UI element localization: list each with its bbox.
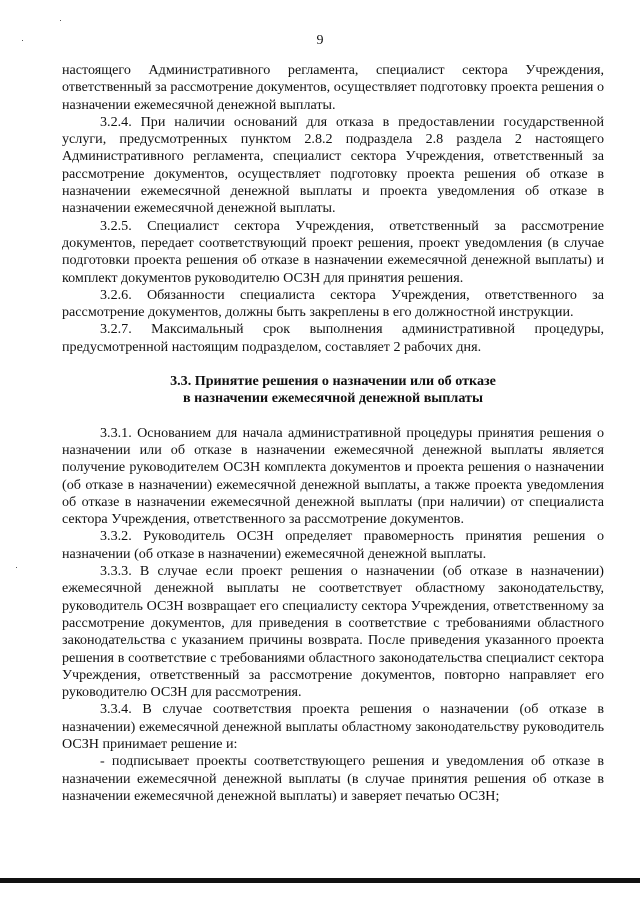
paragraph-3-2-6: 3.2.6. Обязанности специалиста сектора Учреждения, ответственного за рассмотрение документов, должны быть закреплены в его должностной инструкции.	[62, 286, 604, 321]
paragraph-3-2-5: 3.2.5. Специалист сектора Учреждения, ответственный за рассмотрение документов, передает соответствующий проект решения, проект уведомления (в случае подготовки проекта решения об отказе в назначении ежемесячной денежной выплаты) и комплект документов руководителю ОСЗН для принятия решения.	[62, 217, 604, 286]
section-heading	[62, 373, 604, 408]
scan-mark-top	[60, 20, 61, 21]
list-item-sign: - подписывает проекты соответствующего решения и уведомления об отказе в назначении ежемесячной денежной выплаты (в случае принятия решения об отказе в назначении ежемесячной денежной выплаты) и заверяет печатью ОСЗН;	[62, 753, 604, 804]
scan-mark-left-mid	[16, 567, 17, 568]
paragraph-3-2-4: 3.2.4. При наличии оснований для отказа в предоставлении государственной услуги, предусмотренных пунктом 2.8.2 подраздела 2.8 раздела 2 настоящего Административного регламента, специалист сектора Учреждения, ответственный за рассмотрение документов, осуществляет подготовку проекта решения об отказе в назначении ежемесячной денежной выплаты и проекта уведомления об отказе в назначении ежемесячной денежной выплаты.	[62, 113, 604, 217]
paragraph-3-3-3: 3.3.3. В случае если проект решения о назначении (об отказе в назначении) ежемесячной денежной выплаты не соответствует областному законодательству, руководитель ОСЗН возвращает его специалисту сектора Учреждения, ответственному за рассмотрение документов, для приведения в соответствие с требованиями областного законодательства с указанием причины возврата. После приведения указанного проекта решения в соответствие с требованиями областного законодательства специалист сектора Учреждения, ответственный за рассмотрение документов, повторно направляет его руководителю ОСЗН для рассмотрения.	[62, 563, 604, 701]
scan-bottom-border	[0, 878, 640, 883]
page-number: 9	[316, 33, 324, 48]
paragraph-3-3-1: 3.3.1. Основанием для начала административной процедуры принятия решения о назначении или об отказе в назначении ежемесячной денежной выплаты является получение руководителем ОСЗН комплекта документов и проекта решения о назначении (об отказе в назначении) ежемесячной денежной выплаты, а также проекта уведомления об отказе в назначении ежемесячной денежной выплаты (при наличии) от специалиста сектора Учреждения, ответственного за рассмотрение документов.	[62, 424, 604, 528]
document-body	[62, 62, 604, 805]
section-heading-line1: 3.3. Принятие решения о назначении или об отказе	[170, 373, 496, 390]
paragraph-3-2-7: 3.2.7. Максимальный срок выполнения административной процедуры, предусмотренной настоящим подразделом, составляет 2 рабочих дня.	[62, 321, 604, 355]
section-heading-line2: в назначении ежемесячной денежной выплаты	[183, 390, 483, 407]
paragraph-continuation: настоящего Административного регламента, специалист сектора Учреждения, ответственный за рассмотрение документов, осуществляет подготовку проекта решения о назначении ежемесячной денежной выплаты.	[62, 62, 604, 113]
paragraph-3-3-4: 3.3.4. В случае соответствия проекта решения о назначении (об отказе в назначении) ежемесячной денежной выплаты областному законодательству руководитель ОСЗН принимает решение и:	[62, 701, 604, 752]
paragraph-3-3-2: 3.3.2. Руководитель ОСЗН определяет правомерность принятия решения о назначении (об отказе в назначении) ежемесячной денежной выплаты.	[62, 528, 604, 562]
